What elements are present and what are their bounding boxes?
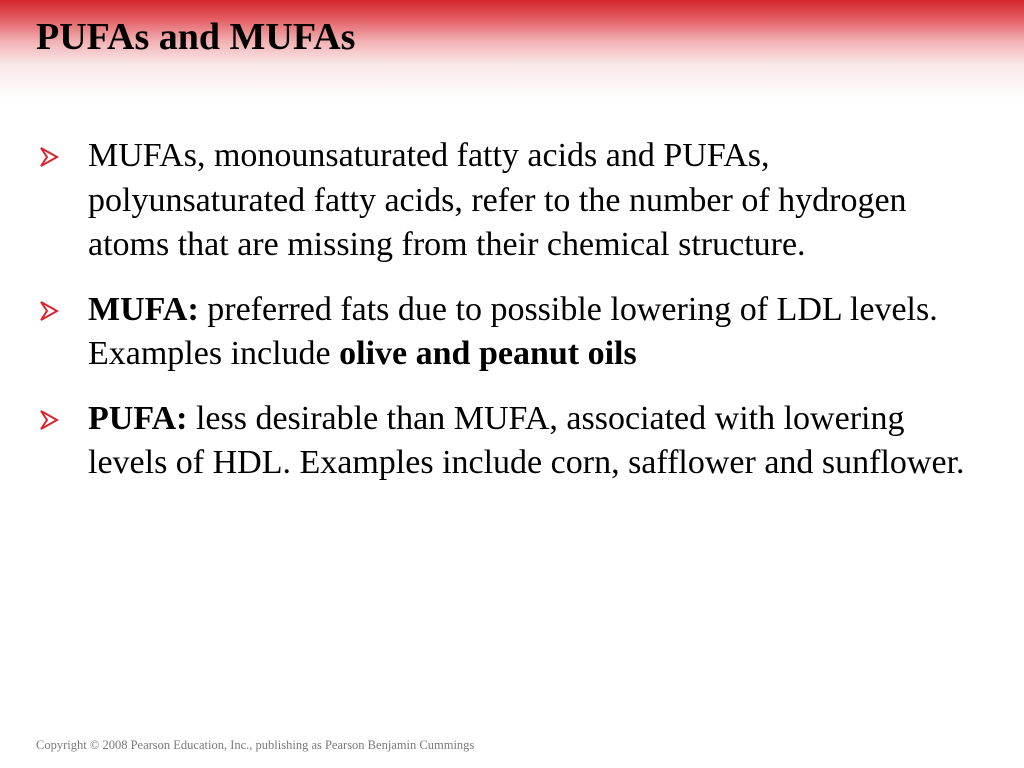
bullet-emphasis: olive and peanut oils (339, 335, 637, 372)
bullet-item-mufa (38, 288, 978, 377)
bullet-item-pufa (38, 397, 978, 486)
arrow-bullet-icon (38, 146, 60, 168)
slide-title: PUFAs and MUFAs (36, 16, 356, 58)
arrow-bullet-icon (38, 300, 60, 322)
bullet-text: MUFAs, monounsaturated fatty acids and PUFAs, polyunsaturated fatty acids, refer to the number of hydrogen atoms that are missing from their chemical structure. (88, 137, 907, 263)
bullet-list (38, 134, 978, 506)
bullet-lead: PUFA: (88, 399, 188, 437)
bullet-lead: MUFA: (88, 290, 199, 328)
bullet-text: less desirable than MUFA, associated with lowering levels of HDL. Examples include corn, safflower and sunflower. (88, 399, 965, 481)
copyright-footer: Copyright © 2008 Pearson Education, Inc., publishing as Pearson Benjamin Cummings (36, 738, 475, 752)
bullet-text: preferred fats due to possible lowering of LDL levels. Examples include (88, 290, 938, 372)
bullet-item-definition (38, 134, 978, 268)
arrow-bullet-icon (38, 409, 60, 431)
